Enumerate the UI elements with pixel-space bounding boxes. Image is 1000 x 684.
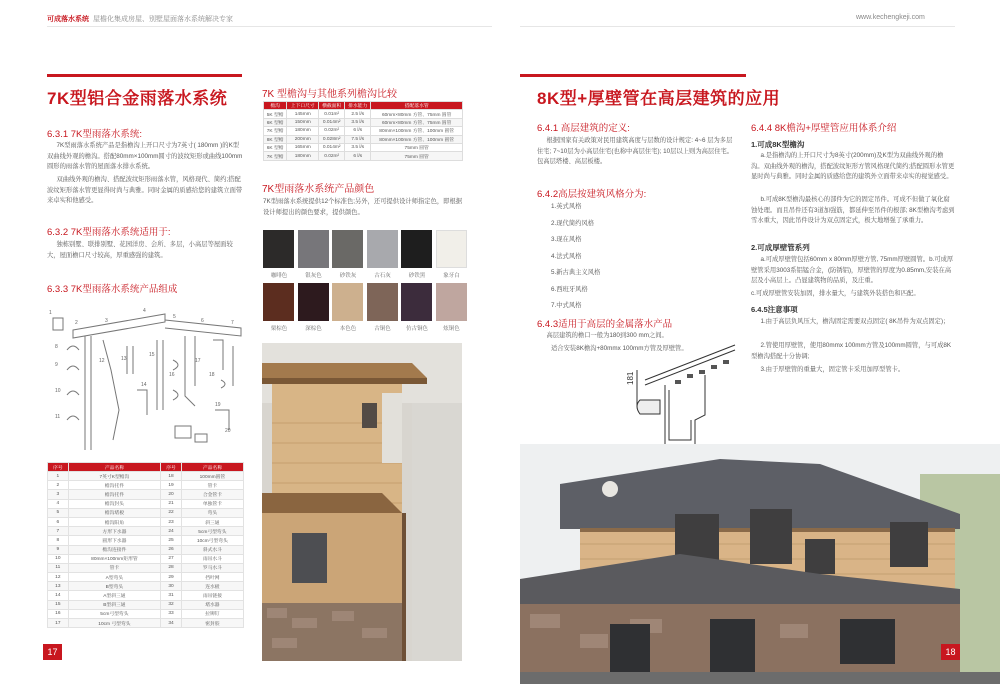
- table-header-cell: 横截面积: [319, 102, 345, 110]
- table-cell: 9: [48, 545, 69, 554]
- color-swatch: [263, 283, 294, 321]
- table-row: [48, 582, 244, 591]
- table-cell: 7: [48, 527, 69, 536]
- list-item: 5.新古典主义风格: [551, 269, 601, 276]
- page-number: 18: [941, 644, 960, 660]
- table-cell: 2.5 l/s: [345, 110, 371, 118]
- color-swatch: [298, 230, 329, 268]
- table-cell: A型斜三通: [68, 591, 161, 600]
- list-item: 4.法式风格: [551, 252, 582, 260]
- table-cell: 32: [161, 600, 182, 609]
- svg-text:1: 1: [49, 310, 52, 316]
- color-swatch-label: 砂铁黑: [408, 273, 426, 279]
- table-cell: 7K 型檐: [264, 127, 287, 135]
- table-cell: 圆形下水器: [68, 536, 161, 545]
- table-cell: 5K 型檐: [264, 110, 287, 118]
- table-cell: B型斜三通: [68, 600, 161, 609]
- subheading: 1.可成8K型檐沟: [751, 140, 805, 149]
- svg-text:7: 7: [231, 320, 234, 326]
- table-cell: 单独管卡: [181, 499, 243, 508]
- paragraph: a.可成厚壁管包括60mm x 80mm厚壁方管, 75mm厚壁圆管。b.可成厚壁管采用3003系铝锰合金，(防锈铝)，厚壁管的厚度为0.85mm,安装在高层及小高层上。凸显建筑物的品质，及庄重。: [751, 256, 954, 284]
- paragraph: 独栋别墅、联排别墅、花园洋房、会所、多层，小高层等屋面较大，屋面檐口尺寸较高，厚重感强的建筑。: [47, 241, 233, 259]
- svg-text:5: 5: [173, 314, 176, 320]
- compare-table: [263, 101, 463, 161]
- table-cell: 20: [161, 490, 182, 499]
- svg-text:10: 10: [55, 388, 61, 394]
- svg-text:3: 3: [105, 318, 108, 324]
- table-cell: 16: [48, 609, 69, 618]
- table-cell: 6 l/s: [345, 127, 371, 135]
- table-row: [48, 527, 244, 536]
- table-header-cell: 搭配落水管: [371, 102, 463, 110]
- table-cell: 0.014m²: [319, 143, 345, 151]
- color-swatch-label: 栗棕色: [270, 326, 288, 332]
- table-row: [48, 609, 244, 618]
- list-item: 7.中式风格: [551, 302, 582, 309]
- paragraph: 3.由于厚壁管的重量大，固定管卡采用加厚型管卡。: [760, 366, 905, 373]
- table-cell: 31: [161, 591, 182, 600]
- table-cell: 23: [161, 517, 182, 526]
- color-swatch: [436, 230, 467, 268]
- table-cell: 75mm 圆管: [371, 152, 463, 160]
- svg-text:12: 12: [99, 358, 105, 364]
- subheading: 6.4.5注意事项: [751, 305, 798, 314]
- table-cell: 10: [48, 554, 69, 563]
- table-cell: 挡叶网: [181, 573, 243, 582]
- section-heading: 6.3.2 7K型雨落水系统适用于:: [47, 227, 171, 238]
- table-cell: 4: [48, 499, 69, 508]
- color-swatch-label: 砂铁灰: [339, 273, 357, 279]
- table-cell: 5: [48, 508, 69, 517]
- svg-text:4: 4: [143, 308, 146, 314]
- paragraph: 1.由于高层负风压大，檐沟固定需要双点固定( 8K吊件为双点固定)；: [760, 318, 950, 325]
- table-cell: 11: [48, 563, 69, 572]
- table-row: [48, 554, 244, 563]
- svg-text:2: 2: [75, 320, 78, 326]
- table-cell: 1: [48, 472, 69, 481]
- svg-text:6: 6: [201, 318, 204, 324]
- table-row: [264, 152, 463, 160]
- table-header-cell: 产品名称: [68, 463, 161, 472]
- svg-text:11: 11: [55, 414, 61, 420]
- table-cell: 3: [48, 490, 69, 499]
- table-cell: 180mm: [287, 152, 319, 160]
- color-swatch-label: 炫铜色: [443, 326, 460, 332]
- paragraph: 根据国家有关政策对民用建筑高度与层数的设计规定: 4~6 层为多层住宅; 7~10层为小高层住宅(也称中高层住宅); 10层以上则为高层住宅。包高层塔楼、高层板楼。: [537, 137, 734, 165]
- table-cell: 60mm×80mm 方管、75mm 圆管: [371, 118, 463, 126]
- section-heading: 6.3.3 7K型雨落水系统产品组成: [47, 284, 178, 295]
- table-cell: 28: [161, 563, 182, 572]
- table-cell: 5cm弓型弯头: [68, 609, 161, 618]
- color-swatch: [367, 283, 398, 321]
- table-cell: 斜三通: [181, 517, 243, 526]
- paragraph: 7K型雨落水系统产品是指檐沟上开口尺寸为7英寸( 180mm )的K型双曲线外观的檐沟。搭配80mm×100mm圆寸的波纹矩形或曲线100mm圆形的雨落水管的屋面落水排水系统。: [47, 142, 243, 170]
- svg-text:17: 17: [195, 358, 201, 364]
- parts-table: [47, 462, 244, 628]
- header-brand-line: [47, 14, 233, 24]
- table-row: [48, 472, 244, 481]
- table-cell: 连水板: [181, 582, 243, 591]
- table-row: [264, 127, 463, 135]
- list-item: 1.英式风格: [551, 203, 582, 210]
- table-row: [48, 573, 244, 582]
- color-swatch-label: 银灰色: [305, 273, 322, 279]
- table-cell: 19: [161, 481, 182, 490]
- list-item: 3.现在风格: [551, 236, 582, 243]
- table-header-cell: 檐沟: [264, 102, 287, 110]
- table-cell: 弯头: [181, 508, 243, 517]
- table-cell: 17: [48, 619, 69, 628]
- table-cell: 檐沟阳角: [68, 517, 161, 526]
- table-cell: 斜式水斗: [181, 545, 243, 554]
- table-cell: 165mm: [287, 143, 319, 151]
- table-cell: 堵水器: [181, 600, 243, 609]
- color-swatch: [401, 283, 432, 321]
- table-cell: 7K 型檐: [264, 152, 287, 160]
- table-cell: 27: [161, 554, 182, 563]
- table-cell: 0.02m²: [319, 127, 345, 135]
- paragraph: 2.管使用厚壁管，使用80mmx 100mm方管及100mm圆管，与可成8K型檐沟搭配十分协调;: [751, 342, 952, 360]
- table-row: [48, 563, 244, 572]
- table-header-cell: 序号: [48, 463, 69, 472]
- table-cell: 24: [161, 527, 182, 536]
- style-list: [551, 199, 600, 315]
- color-swatch-label: 象牙白: [443, 273, 460, 279]
- table-cell: 檐沟托件: [68, 490, 161, 499]
- table-cell: 80mm×100mm 方管、100mm 圆管: [371, 135, 463, 143]
- section-heading: 6.4.1 高层建筑的定义:: [537, 123, 630, 134]
- svg-text:13: 13: [121, 356, 127, 362]
- color-swatch: [401, 230, 432, 268]
- table-cell: 3.5 l/s: [345, 118, 371, 126]
- table-row: [264, 143, 463, 151]
- svg-text:19: 19: [215, 402, 221, 408]
- table-row: [48, 545, 244, 554]
- table-row: [48, 499, 244, 508]
- page-number: 17: [43, 644, 62, 660]
- table-cell: A型弯头: [68, 573, 161, 582]
- table-cell: 30: [161, 582, 182, 591]
- color-swatch: [332, 283, 363, 321]
- section-heading: 7K 型檐沟与其他系列檐沟比较: [262, 89, 398, 100]
- table-cell: 6 l/s: [345, 152, 371, 160]
- list-item: 2.现代简约风格: [551, 219, 595, 227]
- paragraph: 高层建筑的檐口一般为180到300 mm之间。: [546, 332, 668, 339]
- table-row: [48, 490, 244, 499]
- title-bar: [47, 74, 242, 77]
- paragraph: 双曲线外观的檐沟、搭配波纹矩形雨落水管，风格现代、简约;搭配波纹矩形落水管更显得时尚与典雅。同时金属的质感给您的建筑立面带来卓实和他感受。: [47, 176, 243, 204]
- table-cell: 雨吊水斗: [181, 554, 243, 563]
- section-heading: 6.4.3适用于高层的金属落水产品: [537, 319, 673, 330]
- svg-text:18: 18: [209, 372, 215, 378]
- table-cell: 80mm×100mm 方管、100mm 圆管: [371, 127, 463, 135]
- color-swatch-label: 古铜色: [374, 326, 391, 332]
- svg-text:15: 15: [149, 352, 155, 358]
- table-cell: 檐沟封头: [68, 499, 161, 508]
- table-cell: 10cm弓型弯头: [181, 536, 243, 545]
- gutter-section-diagram: [625, 340, 740, 450]
- table-cell: 合金管卡: [181, 490, 243, 499]
- subheading: 2.可成厚壁管系列: [751, 243, 810, 252]
- table-row: [264, 135, 463, 143]
- divider: [47, 26, 492, 27]
- svg-text:16: 16: [169, 372, 175, 378]
- table-row: [48, 591, 244, 600]
- table-cell: 6K 型檐: [264, 143, 287, 151]
- table-cell: 8: [48, 536, 69, 545]
- color-swatch: [367, 230, 398, 268]
- table-cell: 拉铆钉: [181, 609, 243, 618]
- section-heading: 7K型雨落水系统产品颜色: [262, 184, 375, 195]
- table-row: [48, 619, 244, 628]
- table-cell: 8K 型檐: [264, 135, 287, 143]
- svg-text:9: 9: [55, 362, 58, 368]
- section-heading: 6.4.4 8K檐沟+厚壁管应用体系介绍: [751, 123, 897, 134]
- table-cell: 7.5 l/s: [345, 135, 371, 143]
- table-cell: B型弯头: [68, 582, 161, 591]
- table-cell: 檐沟托件: [68, 481, 161, 490]
- brand-name: 可成落水系统: [47, 16, 89, 23]
- svg-text:20: 20: [225, 428, 231, 434]
- table-cell: 0.028m²: [319, 135, 345, 143]
- table-header-cell: 排水能力: [345, 102, 371, 110]
- color-swatch: [263, 230, 294, 268]
- table-cell: 方形下水器: [68, 527, 161, 536]
- table-row: [48, 517, 244, 526]
- divider: [520, 26, 955, 27]
- table-cell: 145mm: [287, 110, 319, 118]
- table-row: [264, 118, 463, 126]
- table-header-cell: 序号: [161, 463, 182, 472]
- dimension-label: 181: [626, 371, 635, 385]
- table-cell: 26: [161, 545, 182, 554]
- table-cell: 檐沟堵板: [68, 508, 161, 517]
- table-cell: 33: [161, 609, 182, 618]
- paragraph: 7K型雨落水系统提供12个标准色;另外，还可提供设计师指定色，即根据设计师提出的颜色要求，提供颜色。: [263, 198, 463, 216]
- table-cell: 25: [161, 536, 182, 545]
- table-row: [48, 600, 244, 609]
- house-photo: [520, 444, 1000, 684]
- table-row: [48, 508, 244, 517]
- title-bar: [520, 74, 746, 77]
- table-cell: 34: [161, 619, 182, 628]
- table-cell: 0.02m²: [319, 152, 345, 160]
- table-cell: 15: [48, 600, 69, 609]
- table-cell: 5cm弓型弯头: [181, 527, 243, 536]
- table-cell: 12: [48, 573, 69, 582]
- table-header-cell: 产品名称: [181, 463, 243, 472]
- table-cell: 罗马水斗: [181, 563, 243, 572]
- page-title: 7K型铝合金雨落水系统: [47, 89, 228, 108]
- color-swatch: [332, 230, 363, 268]
- table-cell: 檐沟连接件: [68, 545, 161, 554]
- section-heading: 6.3.1 7K型雨落水系统:: [47, 129, 143, 140]
- table-cell: 14: [48, 591, 69, 600]
- table-cell: 管卡: [68, 563, 161, 572]
- section-heading: 6.4.2高层按建筑风格分为:: [537, 189, 647, 200]
- color-swatch-label: 深棕色: [305, 326, 322, 332]
- table-cell: 10cm 弓型弯头: [68, 619, 161, 628]
- table-cell: 80mm×100mm矩形管: [68, 554, 161, 563]
- table-cell: 0.014m²: [319, 118, 345, 126]
- paragraph: 适合安装8K檐沟+80mmx 100mm方管及厚壁管。: [551, 345, 688, 352]
- table-cell: 密封胶: [181, 619, 243, 628]
- table-cell: 180mm: [287, 127, 319, 135]
- table-cell: 22: [161, 508, 182, 517]
- table-cell: 6K 型檐: [264, 118, 287, 126]
- table-cell: 200mm: [287, 135, 319, 143]
- table-cell: 18: [161, 472, 182, 481]
- table-cell: 75mm 圆管: [371, 143, 463, 151]
- paragraph: c.可成厚壁管安装加固，排水量大，与建筑外装搭色和匹配。: [751, 290, 920, 297]
- list-item: 6.西班牙风格: [551, 285, 588, 293]
- table-cell: 21: [161, 499, 182, 508]
- building-photo: [262, 343, 462, 661]
- table-cell: 0.01m²: [319, 110, 345, 118]
- paragraph: b.可成8K型檐沟最核心的部件为它的固定吊件。可成不但做了氧化腐蚀处理。而且吊件还有3道加强筋，都延伸至吊件的根部; 8K型檐沟考虑到雪水重大，因此吊件设计为双点固定式，极大地增强了承重力。: [751, 196, 955, 224]
- website: www.kechengkeji.com: [856, 14, 925, 21]
- svg-text:14: 14: [141, 382, 147, 388]
- color-swatch-label: 古石灰: [374, 273, 391, 279]
- color-swatch-label: 咖啡色: [270, 273, 288, 279]
- table-cell: 6: [48, 517, 69, 526]
- table-cell: 2: [48, 481, 69, 490]
- color-swatch-label: 本色色: [339, 326, 357, 332]
- table-cell: 3.5 l/s: [345, 143, 371, 151]
- table-row: [48, 536, 244, 545]
- table-cell: 13: [48, 582, 69, 591]
- table-cell: 雨吊链接: [181, 591, 243, 600]
- table-row: [48, 481, 244, 490]
- table-header-cell: 上下口尺寸: [287, 102, 319, 110]
- table-cell: 60mm×80mm 方管、75mm 圆管: [371, 110, 463, 118]
- table-cell: 100mm圆管: [181, 472, 243, 481]
- table-cell: 7英寸K型檐沟: [68, 472, 161, 481]
- table-cell: 管卡: [181, 481, 243, 490]
- svg-text:8: 8: [55, 344, 58, 350]
- color-swatch: [298, 283, 329, 321]
- paragraph: a.是指檐沟的上开口尺寸为8英寸(200mm)及K型为双曲线外观的檐沟。双曲线外观的檐沟，搭配波纹矩形方管风格现代简约;搭配圆形水管更显时尚与典雅。同时金属的质感给您的建筑外立面带来卓实的视觉感受。: [751, 152, 955, 180]
- table-cell: 150mm: [287, 118, 319, 126]
- parts-diagram: [45, 300, 245, 458]
- page-title: 8K型+厚壁管在高层建筑的应用: [537, 89, 781, 108]
- color-swatch: [436, 283, 467, 321]
- table-row: [264, 110, 463, 118]
- color-swatch-label: 仿古铜色: [405, 326, 428, 332]
- table-cell: 29: [161, 573, 182, 582]
- brand-tagline: 屋檐化集成房屋、别墅屋面落水系统解决专家: [93, 16, 233, 23]
